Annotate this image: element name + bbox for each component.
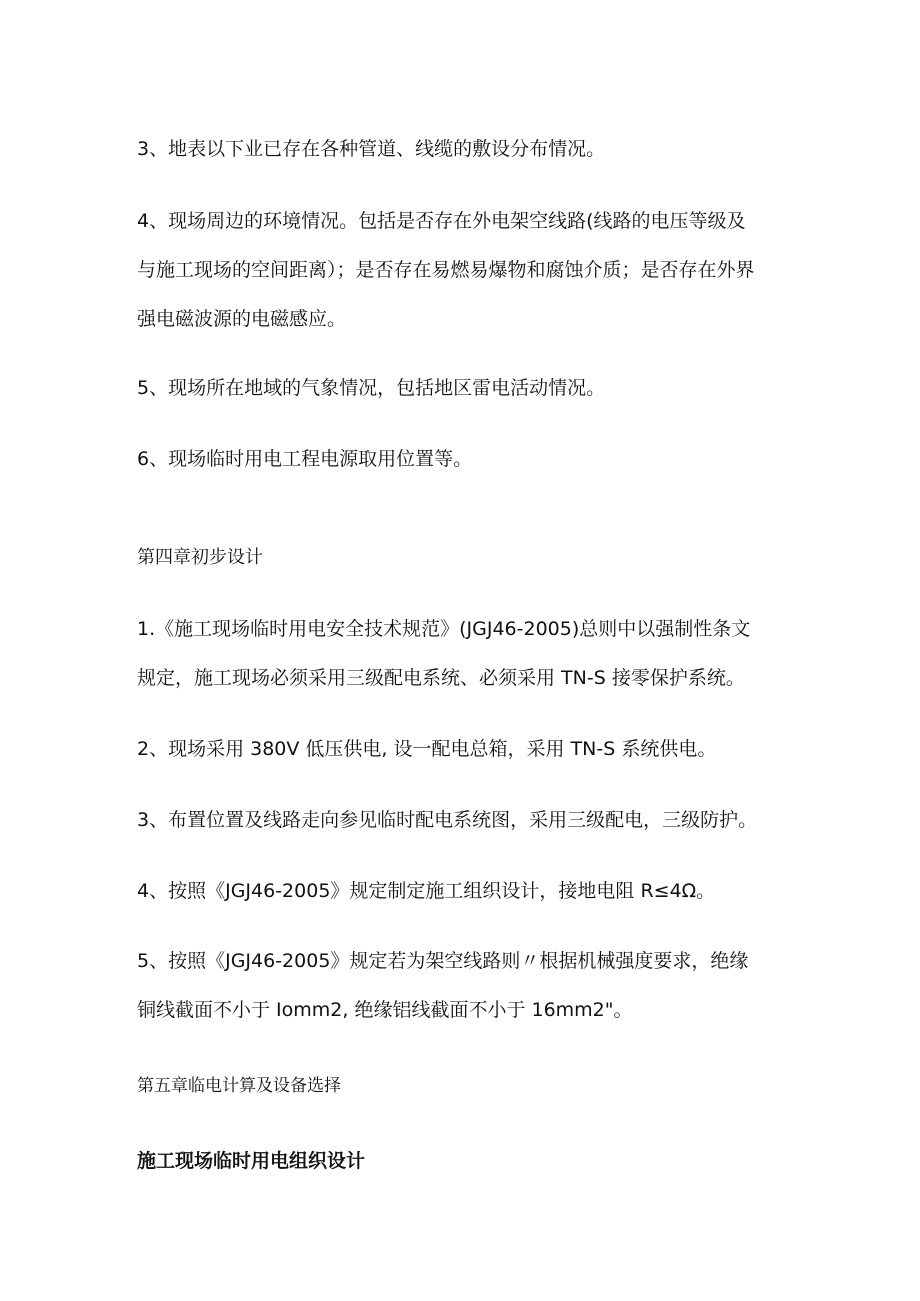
paragraph-item-3-underground: 3、地表以下业已存在各种管道、线缆的敷设分布情况。 xyxy=(137,138,606,160)
document-footer-heading: 施工现场临时用电组织设计 xyxy=(137,1150,366,1172)
paragraph-item-4-line-3: 强电磁波源的电磁感应。 xyxy=(137,308,347,330)
chapter-4-item-2: 2、现场采用 380V 低压供电, 设一配电总箱，采用 TN-S 系统供电。 xyxy=(137,738,717,760)
paragraph-item-6-power-source: 6、现场临时用电工程电源取用位置等。 xyxy=(137,448,473,470)
chapter-4-item-4: 4、按照《JGJ46-2005》规定制定施工组织设计，接地电阻 R≤4Ω。 xyxy=(137,880,716,902)
paragraph-item-4-line-2: 与施工现场的空间距离）；是否存在易燃易爆物和腐蚀介质；是否存在外界 xyxy=(137,259,755,281)
paragraph-item-5-weather: 5、现场所在地域的气象情况，包括地区雷电活动情况。 xyxy=(137,377,606,399)
chapter-4-title: 第四章初步设计 xyxy=(137,547,263,568)
chapter-4-item-1-line-2: 规定，施工现场必须采用三级配电系统、必须采用 TN-S 接零保护系统。 xyxy=(137,667,745,689)
chapter-4-item-5-line-2: 铜线截面不小于 Iomm2, 绝缘铝线截面不小于 16mm2"。 xyxy=(137,999,633,1021)
paragraph-item-4-line-1: 4、现场周边的环境情况。包括是否存在外电架空线路(线路的电压等级及 xyxy=(137,210,746,232)
chapter-4-item-3: 3、布置位置及线路走向参见临时配电系统图，采用三级配电，三级防护。 xyxy=(137,809,758,831)
chapter-4-item-1-line-1: 1.《施工现场临时用电安全技术规范》(JGJ46-2005)总则中以强制性条文 xyxy=(137,618,751,640)
chapter-5-title: 第五章临电计算及设备选择 xyxy=(137,1076,341,1096)
chapter-4-item-5-line-1: 5、按照《JGJ46-2005》规定若为架空线路则〃根据机械强度要求，绝缘 xyxy=(137,950,749,972)
